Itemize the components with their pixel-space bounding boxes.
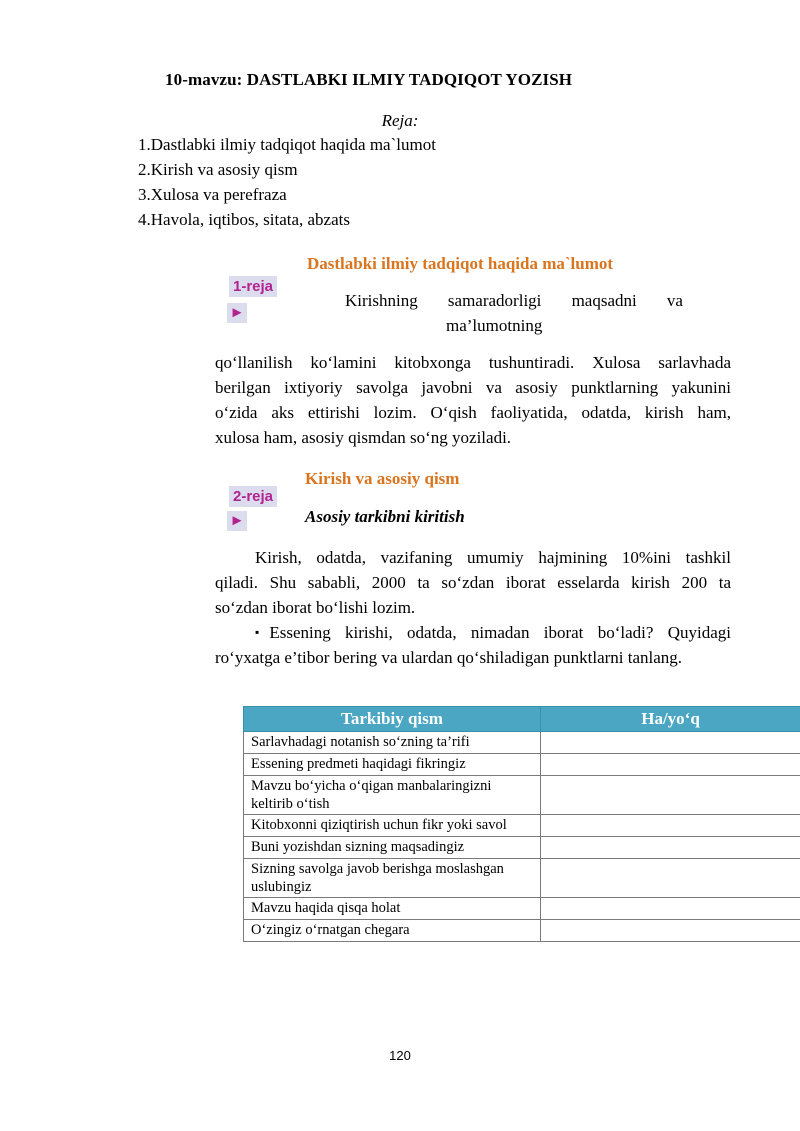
arrow-icon: ►: [227, 303, 247, 323]
table-cell: Essening predmeti haqidagi fikringiz: [244, 754, 541, 776]
text-line: Kirish, odatda, vazifaning umumiy hajmining 10%ini tashkil: [255, 548, 731, 567]
answer-cell[interactable]: [541, 859, 800, 898]
text-line: qo‘llanilish ko‘lamini kitobxonga tushuntiradi. Xulosa sarlavhada: [215, 353, 731, 372]
table-cell: Sarlavhadagi notanish so‘zning ta’rifi: [244, 732, 541, 754]
table-row: [244, 732, 800, 754]
column-header: Ha/yo‘q: [541, 707, 800, 732]
answer-cell[interactable]: [541, 837, 800, 859]
table-row: [244, 859, 800, 898]
section2-paragraph: [215, 545, 731, 670]
plan-item: 4.Havola, iqtibos, sitata, abzats: [138, 210, 350, 229]
table-cell: Kitobxonni qiziqtirish uchun fikr yoki savol: [244, 815, 541, 837]
section1-line2: ma’lumotning: [446, 316, 543, 335]
table-cell: Mavzu haqida qisqa holat: [244, 898, 541, 920]
table-cell: Sizning savolga javob berishga moslashgan uslubingiz: [244, 859, 541, 898]
word: Kirishning: [345, 291, 418, 310]
text-line: o‘zida aks ettirishi lozim. O‘qish faoliyatida, odatda, kirish ham,: [215, 403, 731, 422]
table-row: [244, 815, 800, 837]
section2-subheading: Asosiy tarkibni kiritish: [305, 507, 465, 526]
bullet-icon: ▪: [255, 625, 270, 639]
plan-badge: 1-reja: [229, 276, 277, 297]
text-line: xulosa ham, asosiy qismdan so‘ng yoziladi.: [215, 428, 512, 447]
plan-item: 3.Xulosa va perefraza: [138, 185, 287, 204]
answer-cell[interactable]: [541, 815, 800, 837]
table-cell: Mavzu bo‘yicha o‘qigan manbalaringizni keltirib o‘tish: [244, 776, 541, 815]
section2-heading: Kirish va asosiy qism: [305, 469, 460, 488]
arrow-icon: ►: [227, 511, 247, 531]
table-row: [244, 837, 800, 859]
column-header: Tarkibiy qism: [244, 707, 541, 732]
text-line: ro‘yxatga e’tibor bering va ulardan qo‘shiladigan punktlarni tanlang.: [215, 648, 683, 667]
text-line: [215, 620, 731, 645]
table-row: [244, 776, 800, 815]
text-line: so‘zdan iborat bo‘lishi lozim.: [215, 598, 416, 617]
section1-paragraph: [215, 350, 731, 450]
table-header-row: [244, 707, 800, 732]
answer-cell[interactable]: [541, 732, 800, 754]
table-row: [244, 920, 800, 942]
components-table: [243, 706, 800, 942]
table-cell: Buni yozishdan sizning maqsadingiz: [244, 837, 541, 859]
word: maqsadni: [571, 291, 637, 310]
answer-cell[interactable]: [541, 754, 800, 776]
answer-cell[interactable]: [541, 920, 800, 942]
page-title: 10-mavzu: DASTLABKI ILMIY TADQIQOT YOZISH: [165, 70, 573, 89]
answer-cell[interactable]: [541, 776, 800, 815]
word: va: [666, 291, 683, 310]
plan-heading: Reja:: [381, 111, 419, 130]
table-row: [244, 754, 800, 776]
plan-item: 2.Kirish va asosiy qism: [138, 160, 298, 179]
plan-item: 1.Dastlabki ilmiy tadqiqot haqida ma`lumot: [138, 135, 436, 154]
section1-line1: [345, 291, 683, 311]
table-row: [244, 898, 800, 920]
plan-badge: 2-reja: [229, 486, 277, 507]
text-line: qiladi. Shu sababli, 2000 ta so‘zdan iborat esselarda kirish 200 ta: [215, 573, 731, 592]
text-span: Essening kirishi, odatda, nimadan iborat bo‘ladi? Quyidagi: [269, 623, 731, 642]
table-cell: O‘zingiz o‘rnatgan chegara: [244, 920, 541, 942]
section1-heading: Dastlabki ilmiy tadqiqot haqida ma`lumot: [307, 254, 614, 273]
answer-cell[interactable]: [541, 898, 800, 920]
word: samaradorligi: [447, 291, 542, 310]
page-number: 120: [389, 1048, 411, 1063]
text-line: berilgan ixtiyoriy savolga javobni va asosiy punktlarning yakunini: [215, 378, 731, 397]
